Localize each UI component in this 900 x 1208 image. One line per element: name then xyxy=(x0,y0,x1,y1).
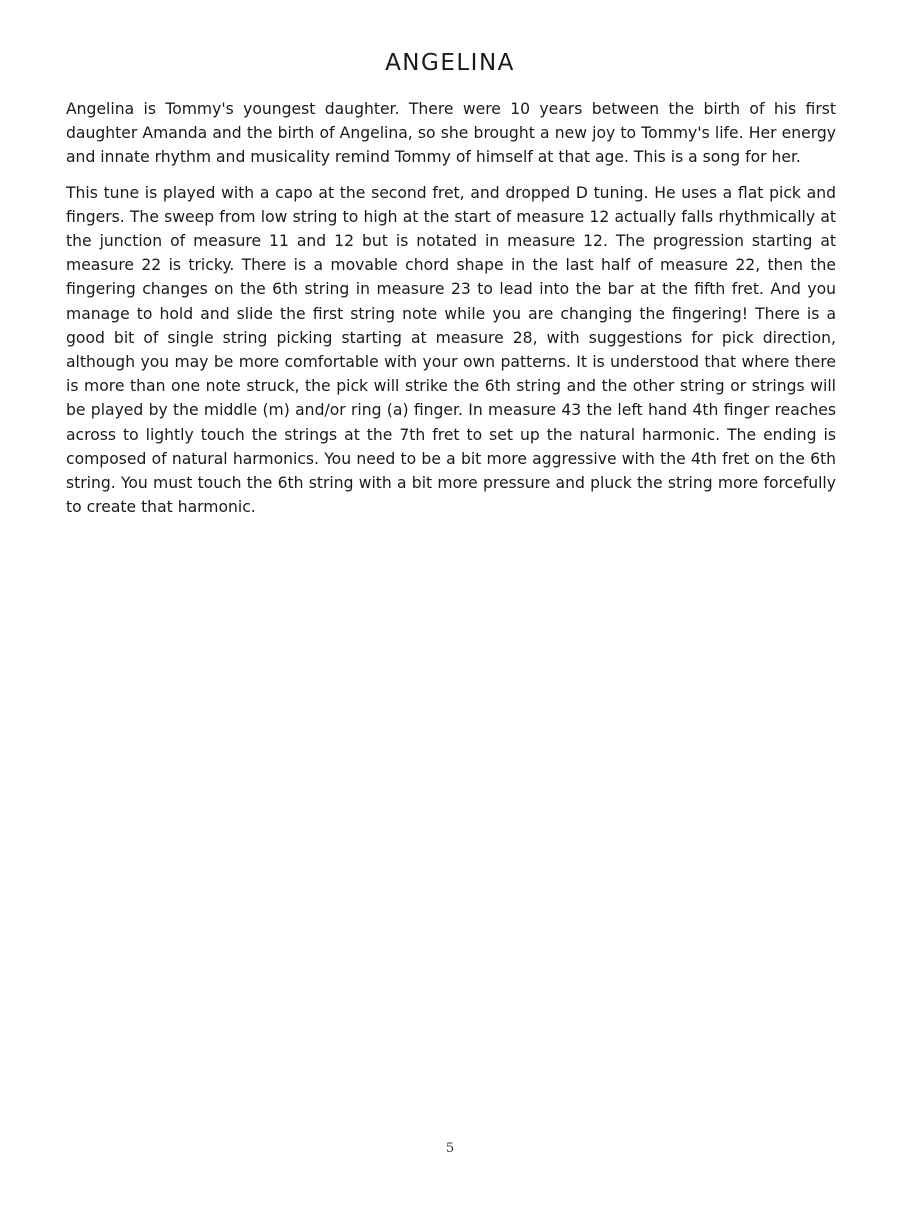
body-text xyxy=(66,97,836,530)
page-number: 5 xyxy=(445,1141,455,1156)
paragraph-intro: Angelina is Tommy's youngest daughter. There were 10 years between the birth of his first daughter Amanda and the birth of Angelina, so she brought a new joy to Tommy's life. Her energy and innate rhythm and musicality remind Tommy of himself at that age. This is a song for her. xyxy=(66,100,836,167)
paragraph-performance-notes: This tune is played with a capo at the second fret, and dropped D tuning. He uses a flat pick and fingers. The sweep from low string to high at the start of measure 12 actually falls rhythmically at the junction of measure 11 and 12 but is notated in measure 12. The progression starting at measure 22 is tricky. There is a movable chord shape in the last half of measure 22, then the fingering changes on the 6th string in measure 23 to lead into the bar at the fifth fret. And you manage to hold and slide the first string note while you are changing the fingering! There is a good bit of single string picking starting at measure 28, with suggestions for pick direction, although you may be more comfortable with your own patterns. It is understood that where there is more than one note struck, the pick will strike the 6th string and the other string or strings will be played by the middle (m) and/or ring (a) finger. In measure 43 the left hand 4th finger reaches across to lightly touch the strings at the 7th fret to set up the natural harmonic. The ending is composed of natural harmonics. You need to be a bit more aggressive with the 4th fret on the 6th string. You must touch the 6th string with a bit more pressure and pluck the string more forcefully to create that harmonic. xyxy=(66,183,836,517)
page-title: ANGELINA xyxy=(385,50,515,76)
